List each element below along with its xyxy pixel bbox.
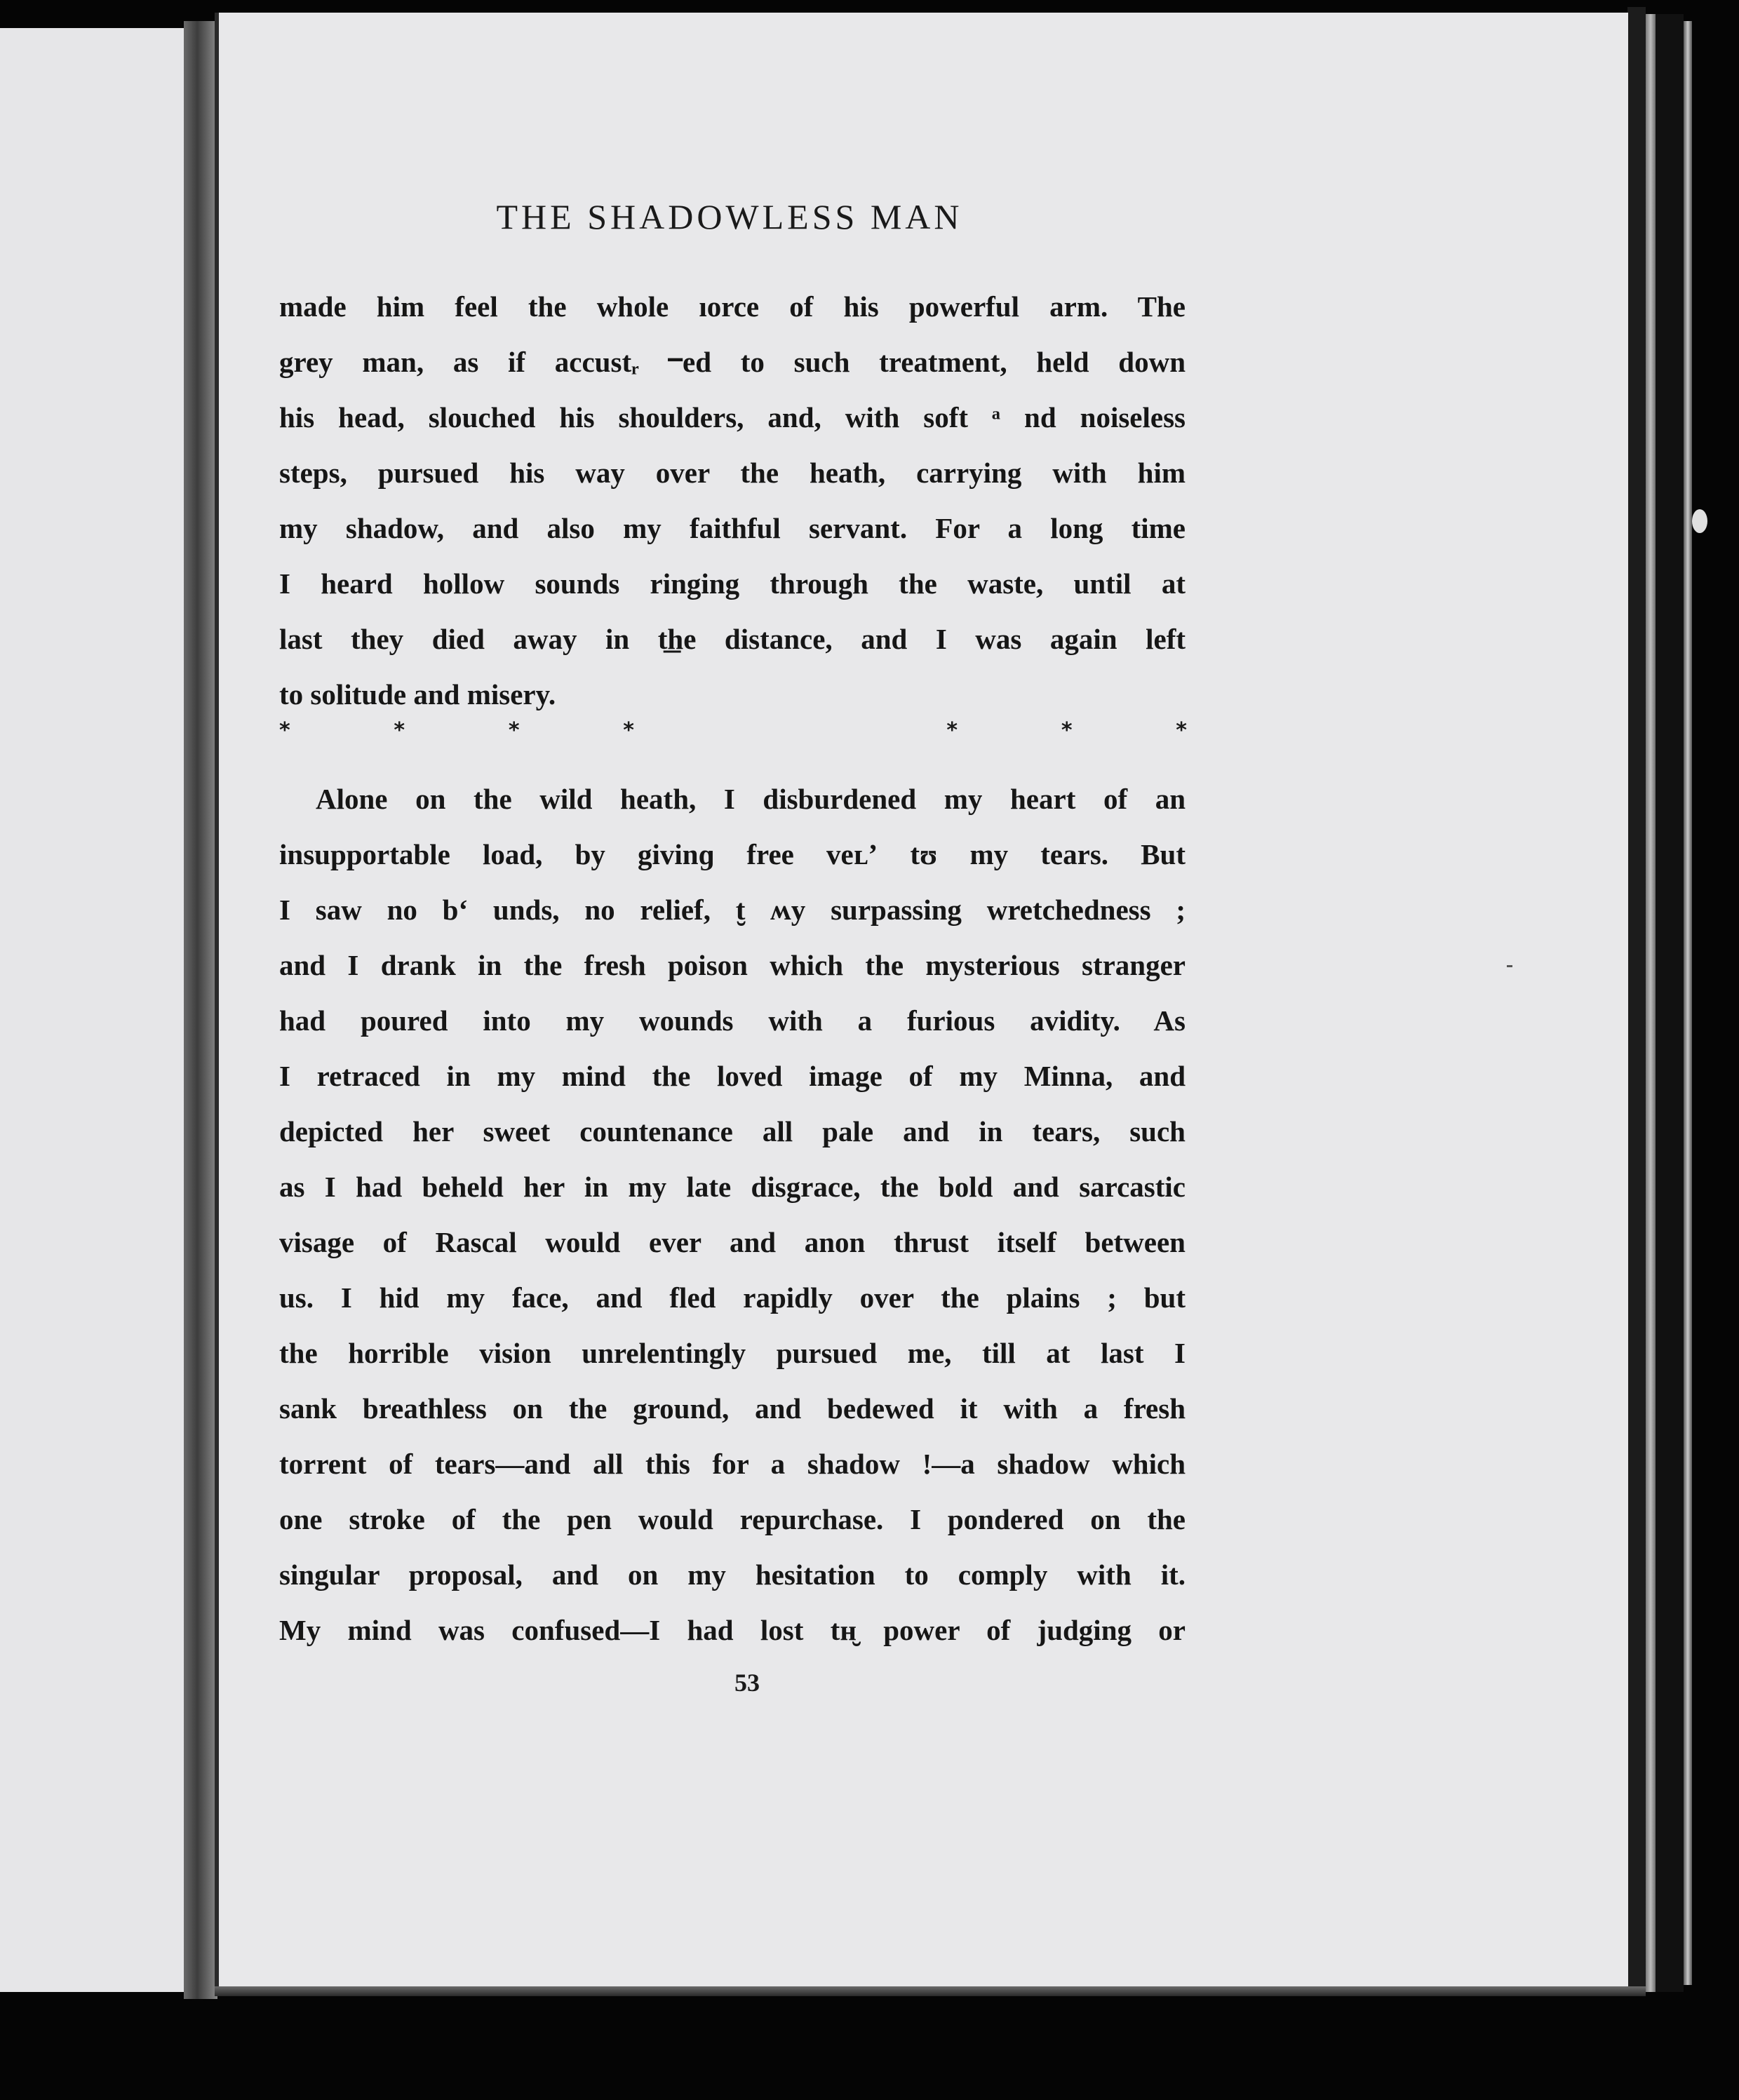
text-line: and I drank in the fresh poison which the mysterious stranger <box>279 949 1186 981</box>
text-line: his head, slouched his shoulders, and, with soft ᵃ nd noiseless <box>279 401 1186 433</box>
section-separator <box>279 718 1187 743</box>
text-line: I retraced in my mind the loved image of my Minna, and <box>279 1060 1186 1092</box>
text-line: sank breathless on the ground, and bedewed it with a fresh <box>279 1392 1186 1425</box>
adjacent-left-page <box>0 28 184 1992</box>
text-line: I heard hollow sounds ringing through the waste, until at <box>279 567 1186 600</box>
text-line: as I had beheld her in my late disgrace, the bold and sarcastic <box>279 1171 1186 1203</box>
text-line: visage of Rascal would ever and anon thrust itself between <box>279 1226 1186 1258</box>
separator-star: * <box>946 718 958 743</box>
text-line: steps, pursued his way over the heath, carrying with him <box>279 457 1186 489</box>
scan-speck <box>1507 965 1512 967</box>
separator-star: * <box>279 718 290 743</box>
text-line: singular proposal, and on my hesitation to comply with it. <box>279 1559 1186 1591</box>
text-line: My mind was confused—I had lost tʜ̮ power of judging or <box>279 1614 1186 1646</box>
page-bottom-edge <box>215 1986 1646 1996</box>
text-line: depicted her sweet countenance all pale and in tears, such <box>279 1115 1186 1147</box>
scan-mark <box>1692 509 1707 533</box>
text-line: had poured into my wounds with a furious avidity. As <box>279 1004 1186 1037</box>
binding-edge <box>1627 7 1646 1992</box>
text-line: us. I hid my face, and fled rapidly over the plains ; but <box>279 1281 1186 1314</box>
separator-star: * <box>394 718 405 743</box>
text-line: to solitude and misery. <box>279 678 556 711</box>
binding-edge <box>1684 21 1692 1985</box>
text-line: the horrible vision unrelentingly pursued me, till at last I <box>279 1337 1186 1369</box>
text-line: one stroke of the pen would repurchase. I pondered on the <box>279 1503 1186 1535</box>
paragraph-1 <box>279 279 1186 722</box>
text-line: torrent of tears—and all this for a shadow !—a shadow which <box>279 1448 1186 1480</box>
running-head: THE SHADOWLESS MAN <box>496 197 963 236</box>
separator-gap <box>738 718 843 743</box>
text-line: insupportable load, by givinɡ free veʟʼ tʊ my tears. But <box>279 838 1186 870</box>
separator-star: * <box>508 718 520 743</box>
separator-star: * <box>1176 718 1187 743</box>
text-line: last they died away in t͟he distance, and I was again left <box>279 623 1186 655</box>
separator-star: * <box>1061 718 1073 743</box>
text-line: grey man, as if accustᵣ ⲻed to such treatment, held down <box>279 346 1186 378</box>
paragraph-2 <box>279 772 1186 1658</box>
separator-star: * <box>623 718 634 743</box>
page-number: 53 <box>734 1669 760 1697</box>
binding-edge <box>1646 14 1656 1992</box>
text-line: made him feel the whole ıorce of his powerful arm. The <box>279 290 1186 323</box>
text-line: Alone on the wild heath, I disburdened my heart of an <box>316 783 1186 815</box>
text-line: my shadow, and also my faithful servant. For a long time <box>279 512 1186 544</box>
text-line: I saw no bʻ unds, no relief, t̮ ʍy surpassing wretchedness ; <box>279 894 1186 926</box>
binding-edge <box>1656 14 1684 1992</box>
book-gutter <box>184 21 217 1999</box>
